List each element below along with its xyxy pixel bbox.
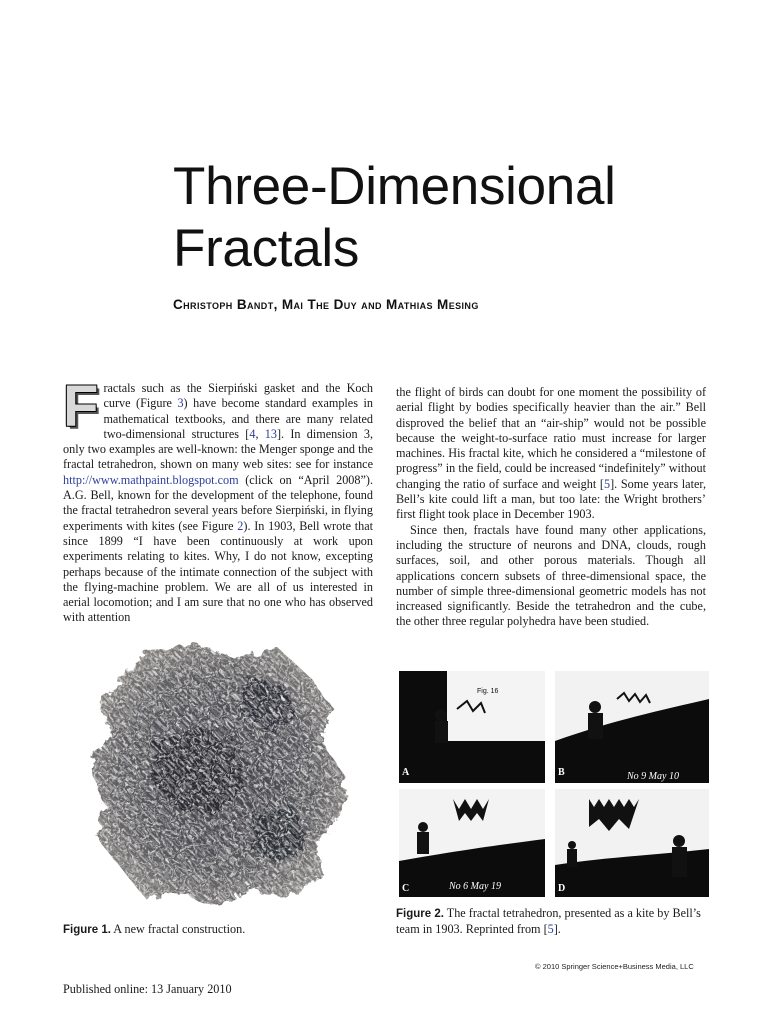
fractal-graphic <box>84 637 356 912</box>
figure-1-fractal-image <box>84 637 356 912</box>
text-run: , <box>255 426 265 441</box>
reference-13-link[interactable]: 13 <box>264 426 277 441</box>
left-paragraph-1 <box>63 374 373 626</box>
text-run: (click on “April 2008”). A.G. Bell, known for the development of the telephone, found the fractal tetrahedron several years before Sierpiński, in flying experiments with kites (see Figure <box>63 472 373 533</box>
kite-photo-panels <box>397 669 711 899</box>
figure-2-kite-photo <box>397 669 711 899</box>
photo-title: Fig. 16 <box>477 688 499 695</box>
figure-2-text: The fractal tetrahedron, presented as a kite by Bell’s team in 1903. Reprinted from [ <box>396 906 701 936</box>
reference-5-link[interactable]: 5 <box>604 476 611 491</box>
copyright-notice: © 2010 Springer Science+Business Media, LLC <box>535 962 694 971</box>
author-list: Christoph Bandt, Mai The Duy and Mathias Mesing <box>173 297 479 312</box>
figure-1-label: Figure 1. <box>63 924 111 936</box>
drop-cap: F <box>63 374 99 439</box>
text-run: the flight of birds can doubt for one moment the possibility of aerial flight by bodies specifically heavier than the air.” Bell disproved the belief that an “air-ship” would not be possible because the weight-to-surface ratio must increase for larger machines. His fractal kite, which he considered a “milestone of progress” in the field, could be increased “indefinitely” without changing the ratio of surface and weight [ <box>396 385 706 491</box>
right-paragraph-1 <box>396 385 706 523</box>
mathpaint-url-link[interactable]: http://www.mathpaint.blogspot.com <box>63 472 239 487</box>
right-column <box>396 385 706 630</box>
figure-2-link[interactable]: 2 <box>237 518 244 533</box>
figure-1-caption <box>63 922 373 938</box>
figure-2-reference-link[interactable]: 5 <box>547 922 554 936</box>
panel-b-date: No 9 May 10 <box>627 771 679 782</box>
left-column <box>63 374 373 626</box>
right-paragraph-2: Since then, fractals have found many other applications, including the structure of neurons and DNA, clouds, rough surfaces, soil, and other porous materials. Though all applications concern subsets of three-dimensional space, the number of simple three-dimensional geometric models has not increased significantly. Beside the tetrahedron and the cube, the other three regular polyhedra have been studied. <box>396 522 706 629</box>
text-run: ). In 1903, Bell wrote that since 1899 “I have been continuously at work upon experiments relating to kites. Why, I do not know, excepting perhaps because of the intimate connection of the subject with the flying-machine problem. We are all of us interested in aerial locomotion; and I am sure that no one who has observed with attention <box>63 518 373 625</box>
panel-b-label: B <box>558 767 565 778</box>
panel-c-date: No 6 May 19 <box>449 881 501 892</box>
published-date: Published online: 13 January 2010 <box>63 982 232 996</box>
panel-c-label: C <box>402 883 410 894</box>
figure-2-text-end: ]. <box>553 922 561 936</box>
panel-d-label: D <box>558 883 566 894</box>
text-run: ]. Some years later, Bell’s kite could lift a man, but too late: the Wright brothers’ first flight took place in December 1903. <box>396 476 706 522</box>
figure-3-link[interactable]: 3 <box>177 396 184 411</box>
reference-4-link[interactable]: 4 <box>249 426 256 441</box>
figure-2-label: Figure 2. <box>396 908 444 920</box>
article-title <box>173 156 733 280</box>
panel-a-label: A <box>402 767 410 778</box>
title-line-1: Three-Dimensional <box>173 157 616 216</box>
text-run: ) have become standard examples in mathematical textbooks, and there are many related two-dimensional structures [ <box>103 396 373 441</box>
text-run: ]. In dimension 3, only two examples are well-known: the Menger sponge and the fractal tetrahedron, shown on many web sites: see for instance <box>63 426 373 472</box>
title-line-2: Fractals <box>173 219 360 278</box>
figure-1-text: A new fractal construction. <box>110 922 246 936</box>
text-run: ractals such as the Sierpiński gasket and the Koch curve (Figure <box>103 381 373 411</box>
figure-2-caption <box>396 906 712 937</box>
